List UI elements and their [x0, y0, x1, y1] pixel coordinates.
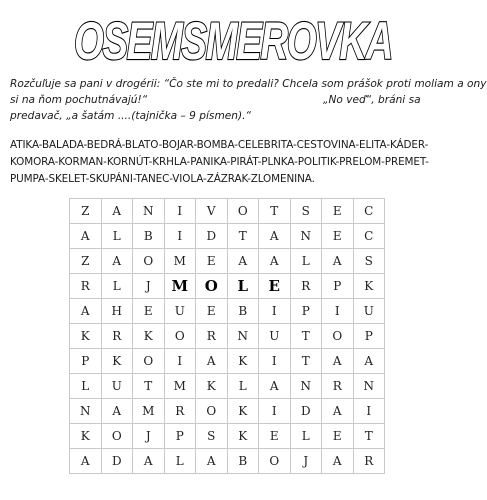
grid-cell: I	[164, 349, 196, 374]
grid-cell: U	[259, 324, 291, 349]
intro-line-1: Rozčuľuje sa pani v drogérii: “Čo ste mi to predali? Chcela som prášok proti moliam a ony	[10, 78, 487, 90]
grid-cell: I	[259, 349, 291, 374]
grid-cell: A	[259, 249, 291, 274]
grid-cell: R	[353, 449, 385, 474]
grid-cell: E	[322, 224, 354, 249]
grid-cell: L	[70, 374, 102, 399]
grid-row	[70, 224, 385, 249]
grid-cell: L	[164, 449, 196, 474]
grid-cell: I	[259, 399, 291, 424]
grid-cell: J	[133, 274, 165, 299]
grid-cell: M	[133, 399, 165, 424]
grid-cell: Z	[70, 199, 102, 224]
grid-cell: L	[101, 274, 133, 299]
grid-cell: T	[259, 199, 291, 224]
grid-cell: E	[322, 424, 354, 449]
grid-row	[70, 399, 385, 424]
grid-cell: B	[227, 299, 259, 324]
grid-row	[70, 274, 385, 299]
grid-cell: P	[322, 274, 354, 299]
grid-cell: O	[259, 449, 291, 474]
intro-line-2-right: „No veď“, bráni sa	[323, 94, 421, 106]
intro-line-3: predavač, „a šatám ....(tajnička – 9 písmen).“	[10, 110, 251, 122]
grid-cell: E	[196, 299, 228, 324]
grid-cell: V	[196, 199, 228, 224]
title-text: OSEMSMEROVKA	[74, 12, 392, 71]
letter-grid	[69, 198, 385, 474]
grid-cell: N	[227, 324, 259, 349]
word-list-line-2: KOMORA-KORMAN-KORNÚT-KRHLA-PANIKA-PIRÁT-PLNKA-POLITIK-PRELOM-PREMET-	[10, 156, 429, 168]
word-list-line-3: PUMPA-SKELET-SKUPÁNI-TANEC-VIOLA-ZÁZRAK-ZLOMENINA.	[10, 173, 315, 185]
grid-row	[70, 324, 385, 349]
grid-cell: B	[133, 224, 165, 249]
grid-cell: A	[70, 449, 102, 474]
grid-cell: K	[101, 349, 133, 374]
grid-cell: T	[290, 349, 322, 374]
grid-cell: A	[227, 249, 259, 274]
intro-line-2-left: si na ňom pochutnávajú!“	[10, 94, 148, 106]
grid-cell: T	[133, 374, 165, 399]
grid-cell: A	[259, 374, 291, 399]
grid-cell: A	[196, 449, 228, 474]
grid-cell: K	[227, 349, 259, 374]
grid-cell: U	[101, 374, 133, 399]
grid-cell: N	[70, 399, 102, 424]
grid-row	[70, 299, 385, 324]
grid-cell: L	[290, 424, 322, 449]
grid-cell: A	[133, 449, 165, 474]
grid-cell: K	[70, 324, 102, 349]
grid-cell: E	[322, 199, 354, 224]
grid-cell: P	[290, 299, 322, 324]
grid-cell: E	[259, 424, 291, 449]
grid-cell: O	[133, 249, 165, 274]
grid-cell-highlighted: M	[164, 274, 196, 299]
grid-cell: B	[227, 449, 259, 474]
grid-cell-highlighted: E	[259, 274, 291, 299]
grid-cell: L	[101, 224, 133, 249]
grid-cell: P	[70, 349, 102, 374]
grid-cell: A	[322, 399, 354, 424]
grid-cell: H	[101, 299, 133, 324]
grid-cell-highlighted: O	[196, 274, 228, 299]
page-title	[0, 0, 460, 71]
grid-cell: A	[196, 349, 228, 374]
grid-cell: T	[353, 424, 385, 449]
grid-cell: A	[101, 399, 133, 424]
grid-cell: I	[259, 299, 291, 324]
grid-cell: R	[322, 374, 354, 399]
grid-cell: K	[133, 324, 165, 349]
grid-cell: R	[70, 274, 102, 299]
grid-cell: N	[290, 224, 322, 249]
grid-cell: M	[164, 249, 196, 274]
grid-cell: L	[290, 249, 322, 274]
grid-cell: E	[133, 299, 165, 324]
word-list-line-1: ATIKA-BALADA-BEDRÁ-BLATO-BOJAR-BOMBA-CELEBRITA-CESTOVINA-ELITA-KÁDER-	[10, 139, 429, 151]
grid-row	[70, 349, 385, 374]
grid-cell: P	[353, 324, 385, 349]
grid-row	[70, 449, 385, 474]
grid-cell: A	[101, 199, 133, 224]
grid-cell: K	[353, 274, 385, 299]
grid-cell: K	[227, 424, 259, 449]
grid-cell: R	[196, 324, 228, 349]
intro-paragraph	[10, 76, 487, 124]
grid-cell: N	[133, 199, 165, 224]
grid-cell: L	[227, 374, 259, 399]
grid-row	[70, 249, 385, 274]
grid-cell: D	[101, 449, 133, 474]
grid-cell: O	[227, 199, 259, 224]
grid-cell-highlighted: L	[227, 274, 259, 299]
grid-cell: K	[227, 399, 259, 424]
grid-cell: I	[164, 224, 196, 249]
grid-cell: E	[196, 249, 228, 274]
grid-cell: U	[353, 299, 385, 324]
grid-cell: P	[164, 424, 196, 449]
grid-cell: A	[322, 349, 354, 374]
grid-cell: M	[164, 374, 196, 399]
grid-cell: O	[133, 349, 165, 374]
grid-cell: T	[227, 224, 259, 249]
grid-cell: S	[290, 199, 322, 224]
grid-cell: I	[353, 399, 385, 424]
grid-cell: K	[70, 424, 102, 449]
grid-cell: D	[196, 224, 228, 249]
grid-cell: N	[353, 374, 385, 399]
grid-cell: O	[101, 424, 133, 449]
grid-cell: D	[290, 399, 322, 424]
grid-cell: A	[322, 249, 354, 274]
grid-cell: S	[196, 424, 228, 449]
grid-cell: R	[101, 324, 133, 349]
grid-cell: R	[164, 399, 196, 424]
grid-cell: C	[353, 224, 385, 249]
grid-cell: N	[290, 374, 322, 399]
grid-cell: A	[70, 299, 102, 324]
grid-cell: A	[101, 249, 133, 274]
grid-cell: K	[196, 374, 228, 399]
grid-row	[70, 374, 385, 399]
grid-cell: A	[322, 449, 354, 474]
grid-cell: I	[322, 299, 354, 324]
grid-row	[70, 199, 385, 224]
grid-cell: A	[259, 224, 291, 249]
grid-cell: R	[290, 274, 322, 299]
grid-cell: S	[353, 249, 385, 274]
grid-cell: T	[290, 324, 322, 349]
word-list	[10, 137, 455, 188]
grid-cell: U	[164, 299, 196, 324]
grid-cell: J	[290, 449, 322, 474]
grid-row	[70, 424, 385, 449]
grid-cell: O	[164, 324, 196, 349]
grid-cell: A	[70, 224, 102, 249]
intro-line-2	[10, 92, 455, 108]
title-svg	[0, 0, 460, 71]
grid-cell: Z	[70, 249, 102, 274]
grid-cell: C	[353, 199, 385, 224]
grid-cell: J	[133, 424, 165, 449]
grid-cell: O	[322, 324, 354, 349]
grid-cell: I	[164, 199, 196, 224]
grid-cell: A	[353, 349, 385, 374]
grid-cell: O	[196, 399, 228, 424]
